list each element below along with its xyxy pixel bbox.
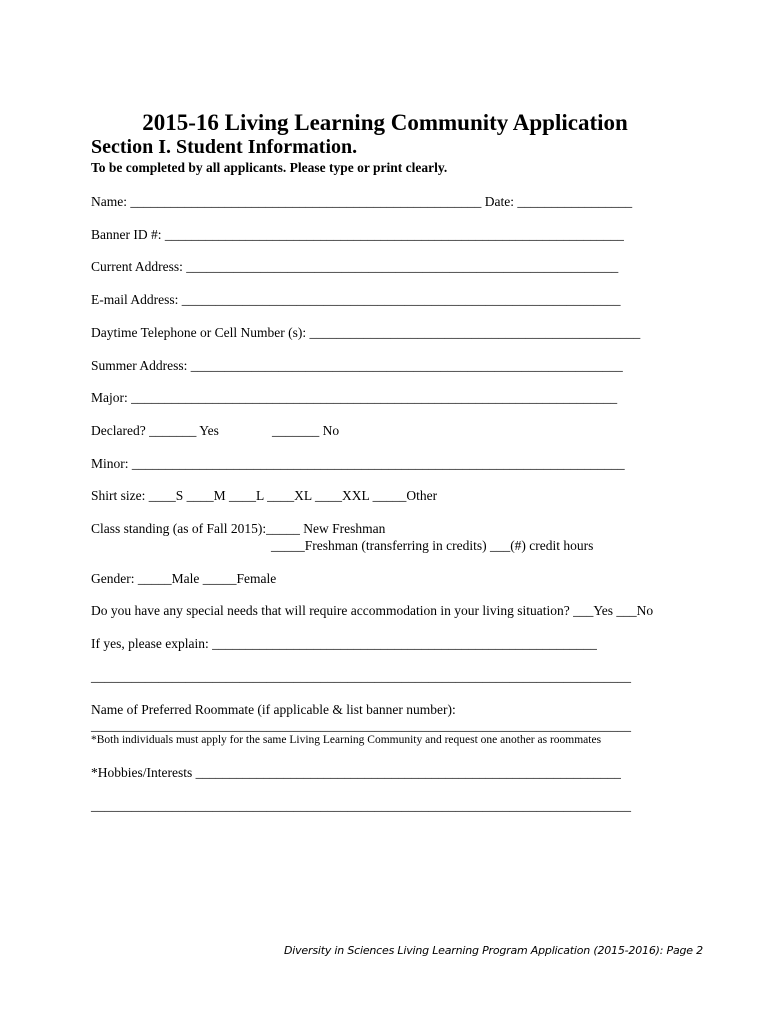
declared-yes-field[interactable]: Declared? _______ Yes bbox=[91, 423, 219, 438]
page-footer: Diversity in Sciences Living Learning Program Application (2015-2016): Page 2 bbox=[284, 944, 703, 957]
class-standing-transfer-field[interactable]: _____Freshman (transferring in credits) ___(#) credit hours bbox=[271, 538, 594, 553]
shirt-size-field[interactable]: Shirt size: ____S ____M ____L ____XL ____XXL _____Other bbox=[91, 488, 438, 503]
major-field[interactable]: Major: ________________________________________________________________________ bbox=[91, 390, 618, 405]
declared-no-field[interactable]: _______ No bbox=[272, 423, 340, 438]
roommate-label: Name of Preferred Roommate (if applicable & list banner number): bbox=[91, 702, 456, 717]
summer-address-field[interactable]: Summer Address: ________________________________________________________________ bbox=[91, 358, 623, 373]
instructions: To be completed by all applicants. Please type or print clearly. bbox=[91, 160, 448, 175]
section-title: Section I. Student Information. bbox=[91, 136, 358, 158]
explain-line-2[interactable]: ________________________________________________________________________________ bbox=[91, 669, 631, 684]
gender-field[interactable]: Gender: _____Male _____Female bbox=[91, 571, 277, 586]
minor-field[interactable]: Minor: _________________________________________________________________________ bbox=[91, 456, 625, 471]
hobbies-field[interactable]: *Hobbies/Interests _______________________________________________________________ bbox=[91, 765, 621, 780]
page-title: 2015-16 Living Learning Community Application bbox=[142, 110, 628, 135]
class-standing-field[interactable]: Class standing (as of Fall 2015):_____ New Freshman bbox=[91, 521, 386, 536]
special-needs-field[interactable]: Do you have any special needs that will require accommodation in your living situation? ___Yes ___No bbox=[91, 603, 654, 618]
name-date-field[interactable]: Name: ____________________________________________________ Date: _________________ bbox=[91, 194, 633, 209]
explain-field[interactable]: If yes, please explain: _________________________________________________________ bbox=[91, 636, 597, 651]
banner-id-field[interactable]: Banner ID #: ____________________________________________________________________ bbox=[91, 227, 624, 242]
phone-field[interactable]: Daytime Telephone or Cell Number (s): _________________________________________________ bbox=[91, 325, 641, 340]
email-field[interactable]: E-mail Address: _________________________________________________________________ bbox=[91, 292, 621, 307]
roommate-field[interactable]: ________________________________________________________________________________ bbox=[91, 718, 631, 733]
hobbies-line-2[interactable]: ________________________________________________________________________________ bbox=[91, 798, 631, 813]
roommate-note: *Both individuals must apply for the same Living Learning Community and request one another as roommates bbox=[91, 734, 602, 746]
current-address-field[interactable]: Current Address: ________________________________________________________________ bbox=[91, 259, 619, 274]
